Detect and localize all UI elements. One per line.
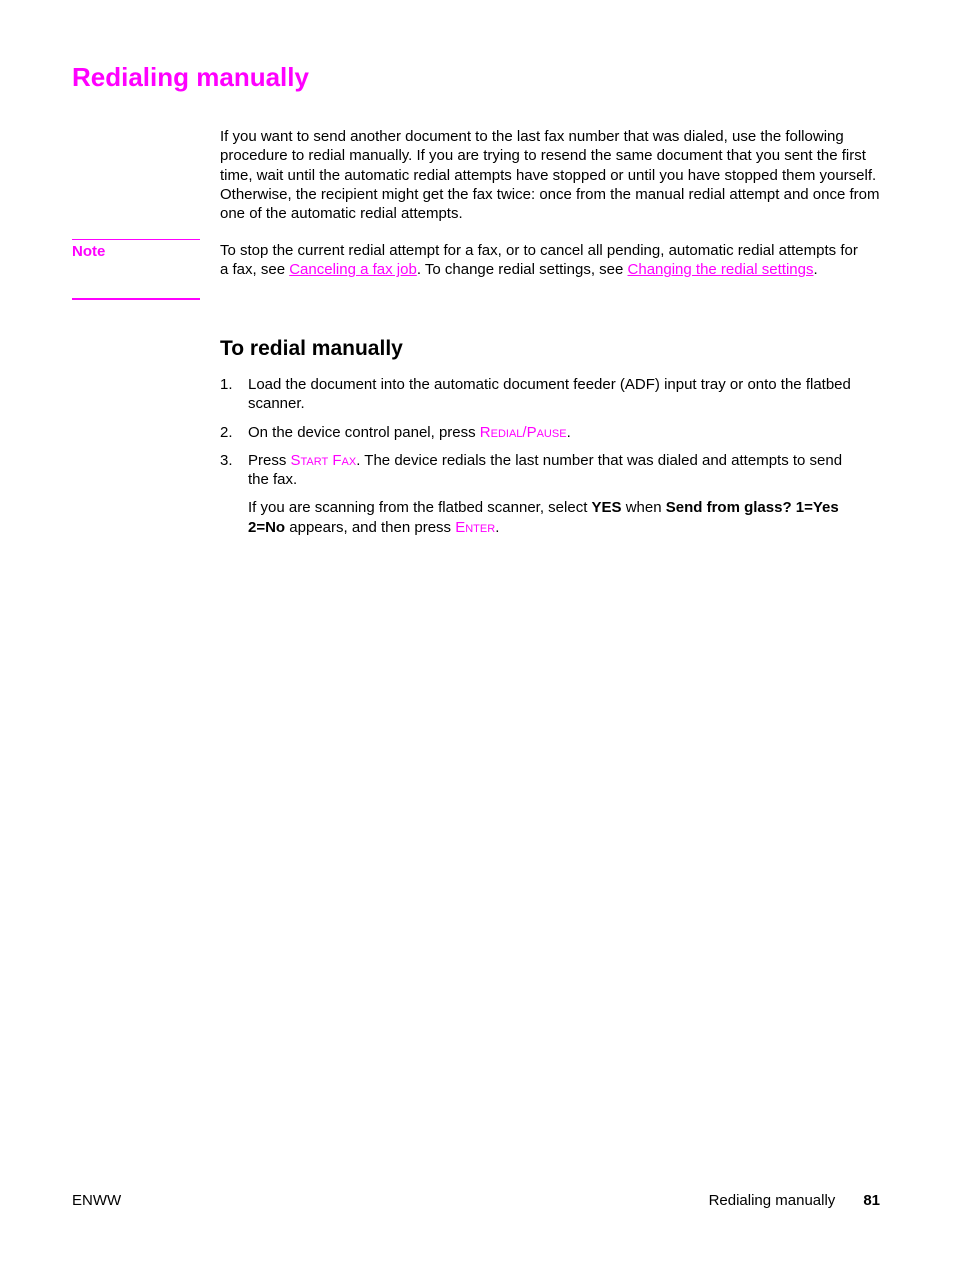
step-text: Load the document into the automatic document feeder (ADF) input tray or onto the flatbed scanner.: [248, 376, 851, 413]
step-note-text: when: [621, 499, 666, 517]
intro-paragraph: If you want to send another document to the last fax number that was dialed, use the following procedure to redial manually. If you are trying to resend the same document that you sent the first time, wait until the automatic redial attempts have stopped or until you have stopped them yourself. Otherwise, the recipient might get the fax twice: once from the manual redial attempt and once from one of the automatic redial attempts.: [220, 128, 880, 223]
yes-option: YES: [591, 499, 622, 517]
changing-redial-settings-link[interactable]: Changing the redial settings: [627, 261, 814, 279]
enter-key: Enter: [455, 518, 496, 536]
note-text-part: .: [813, 261, 818, 279]
note-text-part: . To change redial settings, see: [416, 261, 628, 279]
step-note-text: .: [495, 518, 500, 536]
footer-section-title: Redialing manually: [708, 1192, 836, 1209]
step-number: 3.: [220, 451, 233, 469]
note-bottom-rule: [72, 298, 200, 300]
step-number: 2.: [220, 423, 233, 441]
page-title: Redialing manually: [72, 62, 309, 92]
step-text: On the device control panel, press: [248, 423, 480, 441]
step-note-text: If you are scanning from the flatbed scanner, select: [248, 499, 592, 517]
step-3-note: [248, 498, 860, 537]
note-top-rule: [72, 239, 200, 240]
note-label: Note: [72, 243, 106, 260]
redial-pause-key: Redial/Pause: [479, 423, 567, 441]
start-fax-key: Start Fax: [290, 451, 357, 469]
step-3: [220, 451, 860, 537]
note-text-part: To stop the current redial attempt for a fax, or to cancel all pending, automatic redial attempts for a fax, see: [220, 242, 858, 279]
step-text: . The device redials the last number that was dialed and attempts to send the fax.: [248, 451, 843, 489]
procedure-heading: To redial manually: [220, 337, 403, 360]
canceling-fax-job-link[interactable]: Canceling a fax job: [289, 261, 417, 279]
step-1: [220, 375, 860, 414]
step-text: .: [566, 423, 571, 441]
send-from-glass-prompt: Send from glass? 1=Yes 2=No: [248, 499, 839, 536]
page-number: 81: [863, 1192, 880, 1209]
step-note-text: appears, and then press: [285, 518, 456, 536]
footer-section: [709, 1192, 880, 1209]
step-2: [220, 423, 860, 442]
note-text: [220, 241, 860, 280]
footer-doc-id: ENWW: [72, 1192, 122, 1209]
step-text: Press: [248, 451, 291, 469]
procedure-steps: [220, 375, 860, 546]
step-number: 1.: [220, 376, 233, 393]
